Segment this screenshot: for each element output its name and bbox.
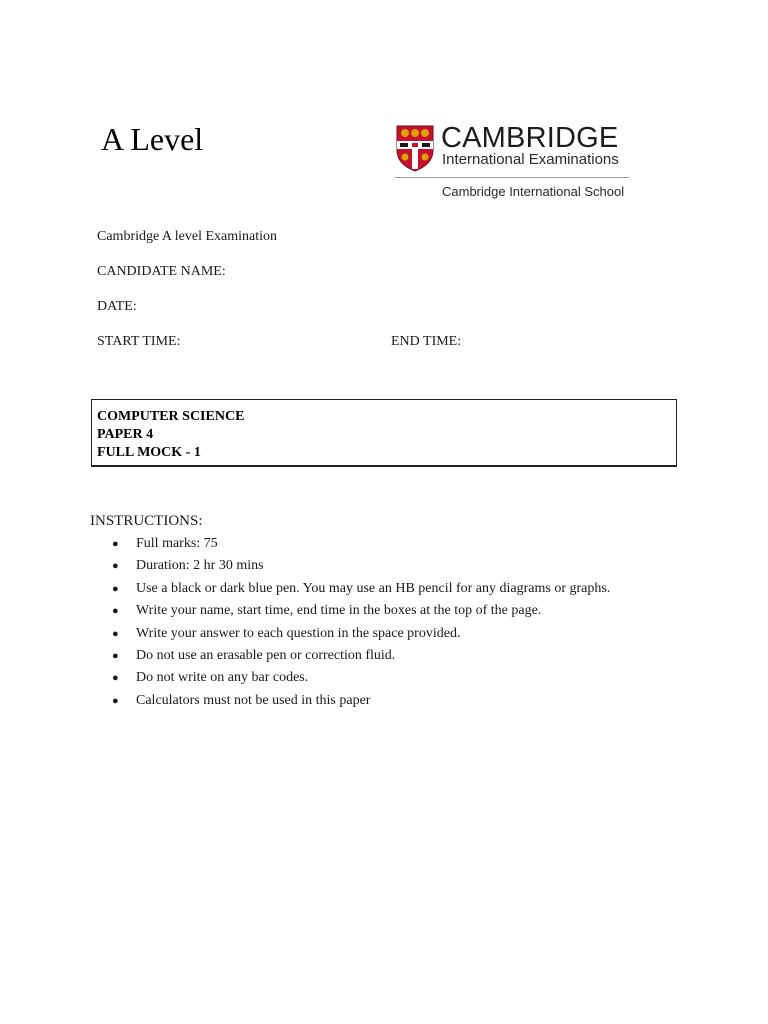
date-label: DATE: <box>97 299 137 314</box>
mock-label: FULL MOCK - 1 <box>97 445 201 460</box>
subject-title: COMPUTER SCIENCE <box>97 409 245 424</box>
list-item <box>110 533 670 555</box>
cambridge-logo <box>393 121 633 203</box>
list-item <box>110 578 670 600</box>
cambridge-crest-icon <box>395 124 435 172</box>
subject-box <box>91 399 677 467</box>
bullet-icon: ● <box>112 672 119 685</box>
bullet-icon: ● <box>112 560 119 573</box>
instruction-text: Write your name, start time, end time in the boxes at the top of the page. <box>136 603 542 619</box>
paper-number: PAPER 4 <box>97 427 154 442</box>
start-time-label: START TIME: <box>97 334 181 349</box>
list-item <box>110 600 670 622</box>
instruction-text: Full marks: 75 <box>136 536 218 551</box>
instructions-heading: INSTRUCTIONS: <box>90 513 203 529</box>
candidate-name-label: CANDIDATE NAME: <box>97 264 226 279</box>
list-item <box>110 667 670 689</box>
list-item <box>110 645 670 667</box>
instruction-text: Duration: 2 hr 30 mins <box>136 558 264 574</box>
bullet-icon: ● <box>112 582 119 595</box>
instruction-text: Use a black or dark blue pen. You may use an HB pencil for any diagrams or graphs. <box>136 580 611 596</box>
list-item <box>110 690 670 712</box>
end-time-label: END TIME: <box>391 334 462 349</box>
bullet-icon: ● <box>112 538 119 550</box>
logo-school-name: Cambridge International School <box>442 184 625 199</box>
instructions-list <box>110 533 670 712</box>
instruction-text: Calculators must not be used in this paper <box>136 692 371 708</box>
instruction-text: Write your answer to each question in the space provided. <box>136 625 461 641</box>
bullet-icon: ● <box>112 627 119 640</box>
instruction-text: Do not write on any bar codes. <box>136 670 309 686</box>
bullet-icon: ● <box>112 694 119 707</box>
bullet-icon: ● <box>112 650 119 663</box>
list-item <box>110 623 670 645</box>
bullet-icon: ● <box>112 605 119 618</box>
logo-brand-text: CAMBRIDGE <box>441 122 619 154</box>
logo-divider <box>395 177 629 178</box>
exam-name: Cambridge A level Examination <box>97 229 278 244</box>
list-item <box>110 555 670 577</box>
qualification-level: A Level <box>101 121 204 157</box>
logo-subtitle: International Examinations <box>442 151 619 168</box>
instruction-text: Do not use an erasable pen or correction fluid. <box>136 648 396 664</box>
